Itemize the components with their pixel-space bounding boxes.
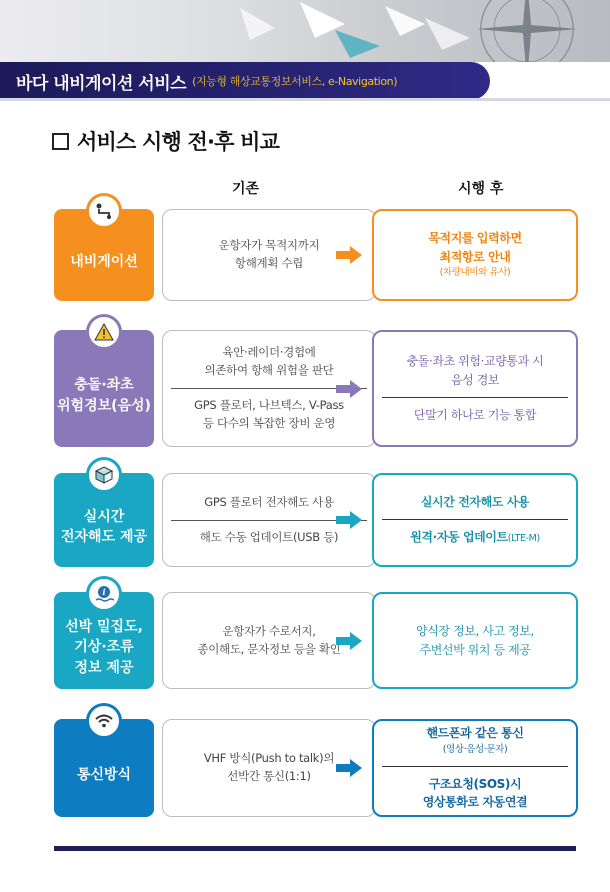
column-header-after: 시행 후: [458, 181, 504, 197]
banner-subtitle: (지능형 해상교통정보서비스, e-Navigation): [192, 75, 398, 88]
after-main: 목적지를 입력하면 최적항로 안내: [428, 231, 522, 264]
before-text: 운항자가 목적지까지 항해계획 수립: [218, 238, 320, 270]
after-text: [374, 525, 576, 550]
category-collision-warning: [54, 330, 154, 447]
after-text: 구조요청(SOS)시 영상통화로 자동연결: [422, 776, 528, 810]
comparison-row-communication: [54, 719, 578, 817]
divider: [382, 766, 568, 767]
before-text: VHF 방식(Push to talk)의 선박간 통신(1:1): [203, 751, 335, 783]
category-realtime-chart: [54, 473, 154, 567]
svg-text:i: i: [102, 587, 106, 597]
page-banner: [0, 62, 490, 100]
category-communication: [54, 719, 154, 817]
section-title-text: 서비스 시행 전·후 비교: [77, 130, 280, 154]
after-box: [372, 592, 578, 689]
after-note: (LTE-M): [507, 533, 540, 545]
after-box: [372, 330, 578, 447]
after-main: 핸드폰과 같은 통신: [426, 726, 524, 741]
wifi-icon: [86, 703, 122, 739]
footer-bar: [54, 846, 576, 851]
divider: [382, 519, 568, 520]
arrow-right-icon: [336, 246, 362, 264]
category-label: 선박 밀집도, 기상·조류 정보 제공: [65, 619, 143, 676]
before-text: 육안·레이더·경험에 의존하여 항해 위험을 판단: [204, 345, 334, 378]
before-text: 해도 수동 업데이트(USB 등): [199, 529, 339, 544]
comparison-row-vessel-info: [54, 587, 578, 689]
column-header-before: 기존: [232, 181, 260, 197]
before-text: GPS 플로터, 나브텍스, V-Pass 등 다수의 복잡한 장비 운영: [194, 398, 344, 430]
category-label: 통신방식: [76, 766, 132, 783]
banner-title: 바다 내비게이션 서비스: [16, 73, 187, 94]
after-box: [372, 473, 578, 567]
chart-map-icon: [86, 457, 122, 493]
divider: [382, 397, 568, 398]
arrow-right-icon: [336, 759, 362, 777]
category-label: 내비게이션: [70, 253, 138, 270]
checkbox-square-icon: [52, 133, 69, 150]
section-title: [52, 126, 279, 156]
after-box: [372, 719, 578, 817]
after-box: [372, 209, 578, 301]
after-text: 충돌·좌초 위험·교량통과 시 음성 경보: [406, 354, 544, 387]
after-main: 원격·자동 업데이트: [410, 530, 508, 545]
warning-icon: [86, 314, 122, 350]
after-note: (차량내비와 유사): [439, 267, 511, 279]
banner-underline: [0, 98, 610, 101]
category-navigation: [54, 209, 154, 301]
comparison-row-navigation: [54, 209, 578, 301]
arrow-right-icon: [336, 632, 362, 650]
after-text: 단말기 하나로 기능 통합: [413, 408, 537, 423]
category-label: 충돌·좌초 위험경보(음성): [57, 377, 151, 414]
hero-image: [0, 0, 610, 62]
comparison-row-chart: [54, 473, 578, 567]
before-text: 운항자가 수로서지, 종이해도, 문자정보 등을 확인: [197, 623, 341, 656]
arrow-right-icon: [336, 511, 362, 529]
before-text: GPS 플로터 전자해도 사용: [204, 494, 334, 509]
comparison-row-collision: [54, 330, 578, 447]
after-text: [374, 226, 576, 284]
arrow-right-icon: [336, 380, 362, 398]
after-text: [374, 721, 576, 760]
info-icon: [86, 576, 122, 612]
category-vessel-info: [54, 587, 154, 689]
route-icon: [86, 193, 122, 229]
category-label: 실시간 전자해도 제공: [60, 508, 148, 545]
after-note: (영상·음성·문자): [442, 743, 508, 755]
after-text: 실시간 전자해도 사용: [420, 494, 530, 509]
compass-icon: [472, 0, 582, 62]
after-text: 양식장 정보, 사고 정보, 주변선박 위치 등 제공: [416, 623, 534, 657]
